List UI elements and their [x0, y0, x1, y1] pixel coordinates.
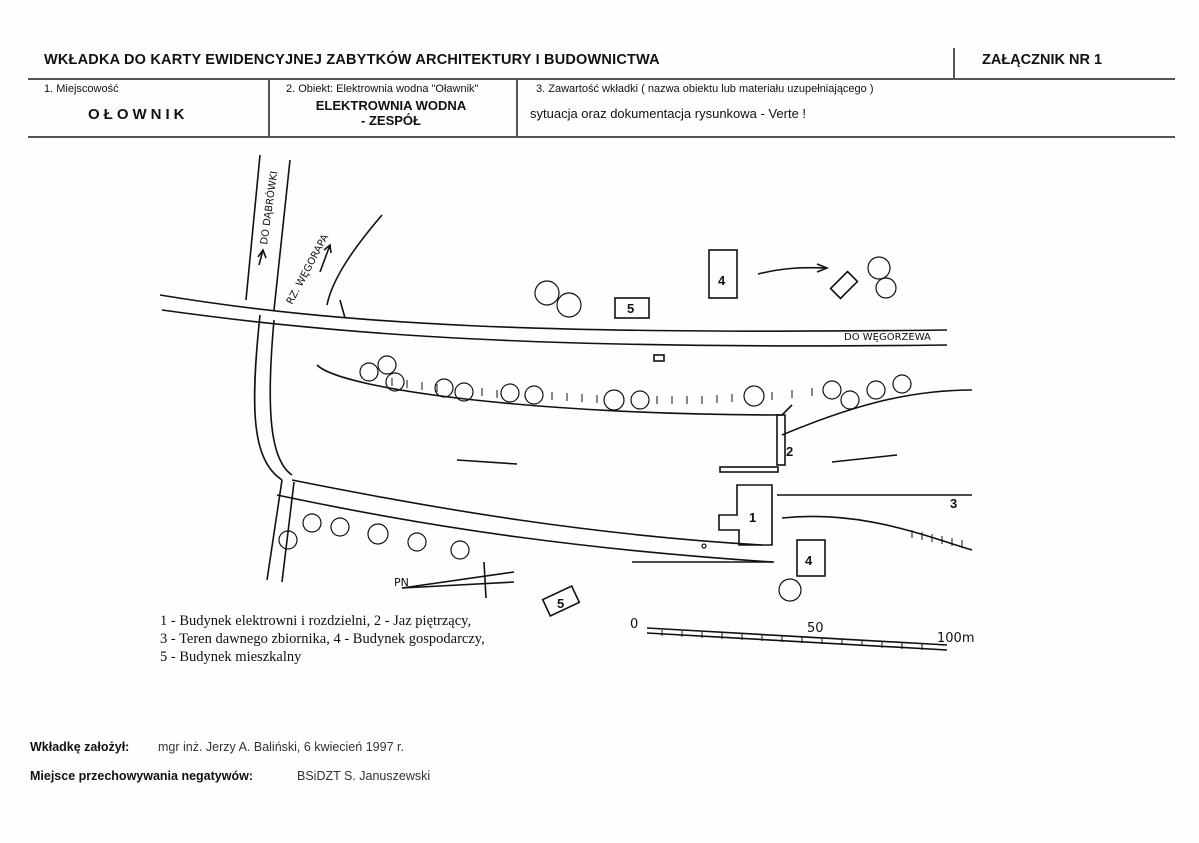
river-flow-right — [832, 455, 897, 462]
road-label-east: DO WĘGORZEWA — [844, 332, 931, 343]
author-value: mgr inż. Jerzy A. Baliński, 6 kwiecień 1997 r. — [158, 740, 404, 754]
reservoir-edge-north — [782, 390, 972, 435]
building-1 — [719, 485, 772, 545]
reservoir-edge-south — [782, 516, 972, 550]
building-number-2: 2 — [786, 444, 794, 459]
scale-bar — [647, 628, 947, 645]
building-number-5-north: 5 — [627, 301, 635, 316]
building-number-4-south: 4 — [805, 553, 813, 568]
field-divider-1 — [268, 80, 270, 136]
south-road-edge — [267, 480, 282, 580]
road-label-north: DO DĄBRÓWKI — [259, 170, 281, 246]
header-rule — [28, 78, 1175, 80]
legend-line-1: 1 - Budynek elektrowni i rozdzielni, 2 - Jaz piętrzący, — [160, 613, 472, 629]
storage-label: Miejsce przechowywania negatywów: — [30, 769, 253, 783]
scale-label-100: 100m — [937, 631, 975, 646]
river-bank-north — [317, 365, 782, 415]
river-flow-left — [457, 460, 517, 464]
river-upstream — [327, 215, 382, 305]
river-label: RZ. WĘGORAPA — [284, 232, 332, 307]
building-small-north — [654, 355, 664, 361]
building-number-5-south: 5 — [557, 596, 565, 611]
document-title: WKŁADKA DO KARTY EWIDENCYJNEJ ZABYTKÓW ARCHITEKTURY I BUDOWNICTWA — [44, 52, 660, 68]
scale-label-0: 0 — [630, 617, 639, 632]
road-east — [160, 295, 947, 331]
header-divider — [953, 48, 955, 78]
building-number-1: 1 — [749, 510, 757, 525]
building-2-weir — [777, 415, 785, 465]
object-label: 2. Obiekt: Elektrownia wodna "Oławnik" — [286, 83, 479, 95]
north-label: PN — [394, 576, 409, 589]
building-number-3: 3 — [950, 496, 958, 511]
fields-rule — [28, 136, 1175, 138]
object-value-line1: ELEKTROWNIA WODNA — [315, 98, 467, 113]
road-north — [246, 155, 260, 300]
object-value — [276, 98, 506, 128]
building-number-4-north: 4 — [718, 273, 726, 288]
map-legend — [160, 612, 485, 666]
place-value: OŁOWNIK — [88, 106, 189, 123]
content-value: sytuacja oraz dokumentacja rysunkowa - Verte ! — [530, 106, 807, 121]
content-label: 3. Zawartość wkładki ( nazwa obiektu lub materiału uzupełniającego ) — [536, 83, 874, 95]
storage-value: BSiDZT S. Januszewski — [297, 769, 431, 783]
annex-label: ZAŁĄCZNIK NR 1 — [982, 52, 1103, 68]
scale-label-50: 50 — [807, 621, 824, 636]
author-label: Wkładkę założył: — [30, 740, 130, 754]
building-4-east — [831, 272, 858, 299]
legend-line-2: 3 - Teren dawnego zbiornika, 4 - Budynek gospodarczy, — [160, 631, 485, 647]
object-value-line2: - ZESPÓŁ — [361, 113, 421, 128]
field-divider-2 — [516, 80, 518, 136]
place-label: 1. Miejscowość — [44, 83, 119, 95]
legend-line-3: 5 - Budynek mieszkalny — [160, 649, 302, 665]
